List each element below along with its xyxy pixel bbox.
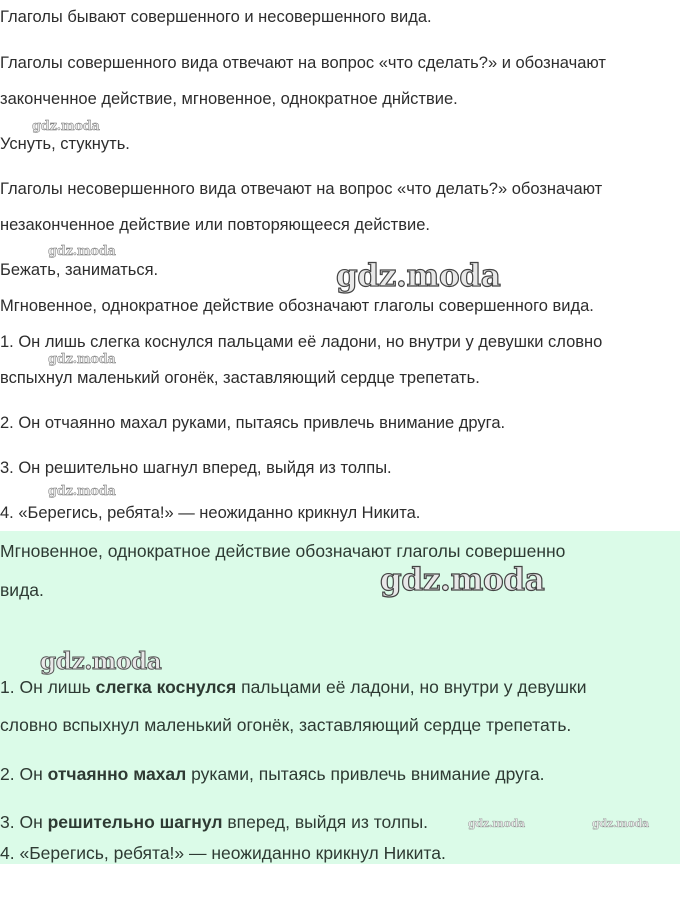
watermark: gdz.moda (32, 119, 100, 134)
text-line: 4. «Берегись, ребята!» — неожиданно крикнул Никита. (0, 504, 421, 522)
answer-line-cut: 4. «Берегись, ребята!» — неожиданно крикнул Никита. (0, 843, 446, 863)
text-line: Глаголы совершенного вида отвечают на вопрос «что сделать?» и обозначают (0, 54, 606, 72)
watermark: gdz.moda (380, 562, 545, 598)
answer-line: вида. (0, 580, 44, 600)
text-line: законченное действие, мгновенное, однократное днйствие. (0, 90, 458, 108)
answer-line: 3. Он решительно шагнул вперед, выйдя из толпы. (0, 812, 429, 832)
watermark: gdz.moda (48, 484, 116, 499)
text-line: 3. Он решительно шагнул вперед, выйдя из толпы. (0, 459, 392, 477)
text-line: 1. Он лишь слегка коснулся пальцами её ладони, но внутри у девушки словно (0, 333, 603, 351)
text-line: Бежать, заниматься. (0, 261, 159, 279)
watermark: gdz.moda (48, 244, 116, 259)
answer-line: словно вспыхнул маленький огонёк, заставляющий сердце трепетать. (0, 715, 572, 735)
text-line: Глаголы бывают совершенного и несовершенного вида. (0, 8, 432, 26)
text-line: Мгновенное, однократное действие обозначают глаголы совершенного вида. (0, 297, 594, 315)
watermark: gdz.moda (40, 648, 162, 675)
text-line: Глаголы несовершенного вида отвечают на вопрос «что делать?» обозначают (0, 180, 603, 198)
watermark: gdz.moda (468, 817, 525, 830)
answer-line: 1. Он лишь слегка коснулся пальцами её ладони, но внутри у девушки (0, 677, 587, 697)
answer-line: Мгновенное, однократное действие обозначают глаголы совершенно (0, 541, 566, 561)
watermark: gdz.moda (48, 352, 116, 367)
watermark: gdz.moda (592, 817, 649, 830)
watermark: gdz.moda (336, 258, 501, 294)
text-line: вспыхнул маленький огонёк, заставляющий сердце трепетать. (0, 369, 480, 387)
text-line: Уснуть, стукнуть. (0, 135, 130, 153)
answer-line: 2. Он отчаянно махал руками, пытаясь привлечь внимание друга. (0, 764, 545, 784)
text-line: 2. Он отчаянно махал руками, пытаясь привлечь внимание друга. (0, 414, 506, 432)
text-line: незаконченное действие или повторяющееся действие. (0, 216, 430, 234)
